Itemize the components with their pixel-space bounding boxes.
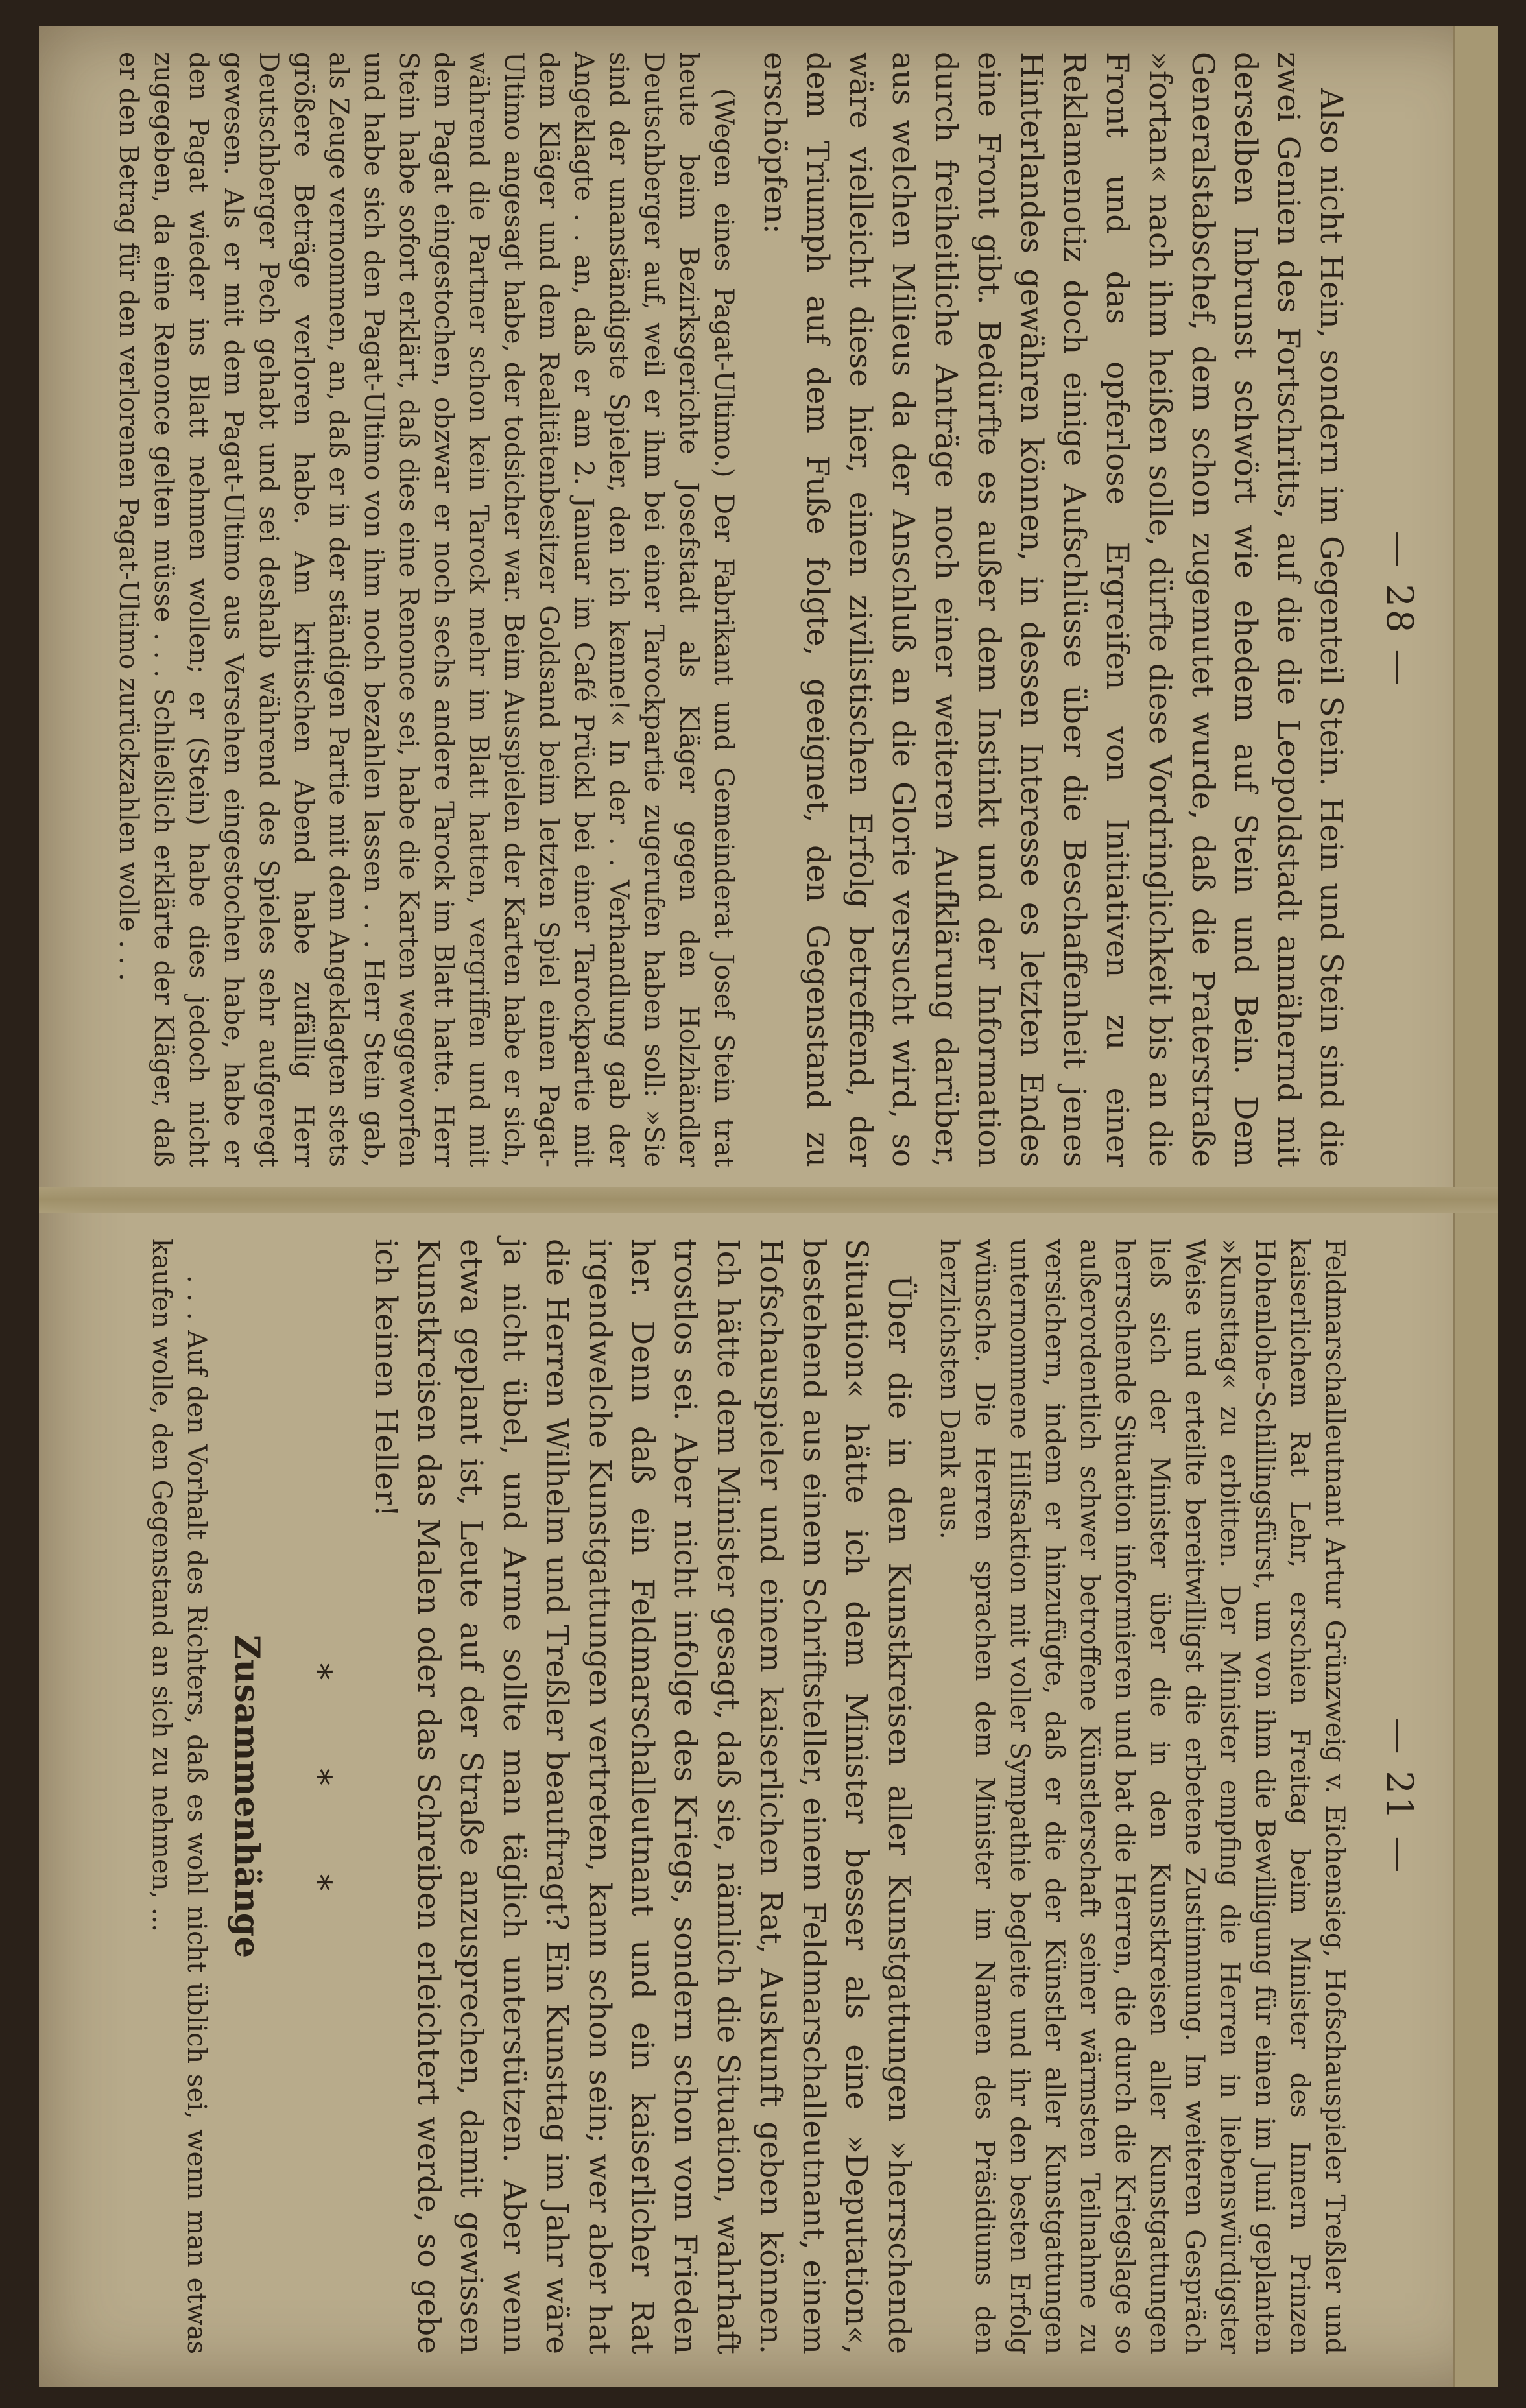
page-number-right: — 21 — <box>1378 1717 1420 1876</box>
book-spread <box>39 26 1498 2387</box>
rotated-text-area <box>52 52 1440 2361</box>
section-separator: * * * <box>299 1663 338 1930</box>
quoted-news-item: (Wegen eines Pagat-Ultimo.) Der Fabrikant und Gemeinderat Josef Stein trat heute beim Bezirksgerichte Josefstadt als Kläger gegen den Holzhändler Deutschberger auf, weil er ihm bei einer Tarockpartie zugerufen haben soll: »Sie sind der unanständigste Spieler, den ich kenne!« In der . . Verhandlung gab der Angeklagte . . an, daß er am 2. Januar im Café Prückl bei einer Tarockpartie mit dem Kläger und dem Realitätenbesitzer Goldsand beim letzten Spiel einen Pagat-Ultimo angesagt habe, der todsicher war. Beim Ausspielen der Karten habe er sich, während die Partner schon kein Tarock mehr im Blatt hatten, vergriffen und mit dem Pagat eingestochen, obzwar er noch sechs andere Tarock im Blatt hatte. Herr Stein habe sofort erklärt, daß dies eine Renonce sei, habe die Karten weggeworfen und habe sich den Pagat-Ultimo von ihm noch bezahlen lassen . . . Herr Stein gab, als Zeuge vernommen, an, daß er in der ständigen Partie mit dem Angeklagten stets größere Beträge verloren habe. Am kritischen Abend habe zufällig Herr Deutschberger Pech gehabt und sei deshalb während des Spieles sehr aufgeregt gewesen. Als er mit dem Pagat-Ultimo aus Versehen eingestochen habe, habe er den Pagat wieder ins Blatt nehmen wollen; er (Stein) habe dies jedoch nicht zugegeben, da eine Renonce gelten müsse . . . Schließlich erklärte der Kläger, daß er den Betrag für den verlorenen Pagat-Ultimo zurückzahlen wolle . . . <box>113 52 739 1167</box>
quoted-news-item: Feldmarschalleutnant Artur Grünzweig v. Eichensieg, Hofschauspieler Treßler und kaiserlichem Rat Lehr, erschien Freitag beim Minister des Innern Prinzen Hohenlohe-Schillingsfürst, um von ihm die Bewilligung für einen im Juni geplanten »Kunsttag« zu erbitten. Der Minister empfing die Herren in liebenswürdigster Weise und erteilte bereitwilligst die erbetene Zustimmung. Im weiteren Gespräch ließ sich der Minister über die in den Kunstkreisen aller Kunstgattungen herrschende Situation informieren und bat die Herren, die durch die Kriegslage so außerordentlich schwer betroffene Künstlerschaft seiner wärmsten Teilnahme zu versichern, indem er hinzufügte, daß er die der Künstler aller Kunstgattungen unternommene Hilfsaktion mit voller Sympathie begleite und ihr den besten Erfolg wünsche. Die Herren sprachen dem Minister im Namen des Präsidiums den herzlichsten Dank aus. <box>935 1239 1350 2354</box>
left-page <box>78 52 1440 1167</box>
paragraph: . . . Auf den Vorhalt des Richters, daß es wohl nicht üblich sei, wenn man etwas kaufen wolle, den Gegenstand an sich zu nehmen, ... <box>147 1239 211 2354</box>
paragraph: Über die in den Kunstkreisen aller Kunstgattungen »herrschende Situation« hätte ich dem Minister besser als eine »Deputation«, bestehend aus einem Schriftsteller, einem Feldmarschalleutnant, einem Hofschauspieler und einem kaiserlichen Rat, Auskunft geben können. Ich hätte dem Minister gesagt, daß sie, nämlich die Situation, wahrhaft trostlos sei. Aber nicht infolge des Kriegs, sondern schon vom Frieden her. Denn daß ein Feldmarschalleutnant und ein kaiserlicher Rat irgendwelche Kunstgattungen vertreten, kann schon sein; wer aber hat die Herren Wilhelm und Treßler beauftragt? Ein Kunsttag im Jahr wäre ja nicht übel, und Arme sollte man täglich unterstützen. Aber wenn etwa geplant ist, Leute auf der Straße anzusprechen, damit gewissen Kunstkreisen das Malen oder das Schreiben erleichtert werde, so gebe ich keinen Heller! <box>368 1239 917 2354</box>
page-number-left: — 28 — <box>1378 530 1420 689</box>
paragraph: Also nicht Hein, sondern im Gegenteil Stein. Hein und Stein sind die zwei Genien des Fortschritts, auf die die Leopoldstadt annähernd mit derselben Inbrunst schwört wie ehedem auf Stein und Bein. Dem Generalstabschef, dem schon zugemutet wurde, daß die Praterstraße »fortan« nach ihm heißen solle, dürfte diese Vordringlichkeit bis an die Front und das opferlose Ergreifen von Initiativen zu einer Reklamenotiz doch einige Aufschlüsse über die Beschaffenheit jenes Hinterlandes gewähren können, in dessen Interesse es letzten Endes eine Front gibt. Bedürfte es außer dem Instinkt und der Information durch freiheitliche Anträge noch einer weiteren Aufklärung darüber, aus welchen Milieus da der Anschluß an die Glorie versucht wird, so wäre vielleicht diese hier, einen zivilistischen Erfolg betreffend, der dem Triumph auf dem Fuße folgte, geeignet, den Gegenstand zu erschöpfen: <box>757 52 1349 1167</box>
right-page <box>78 1239 1440 2354</box>
section-heading: Zusammenhänge <box>227 1634 267 1959</box>
